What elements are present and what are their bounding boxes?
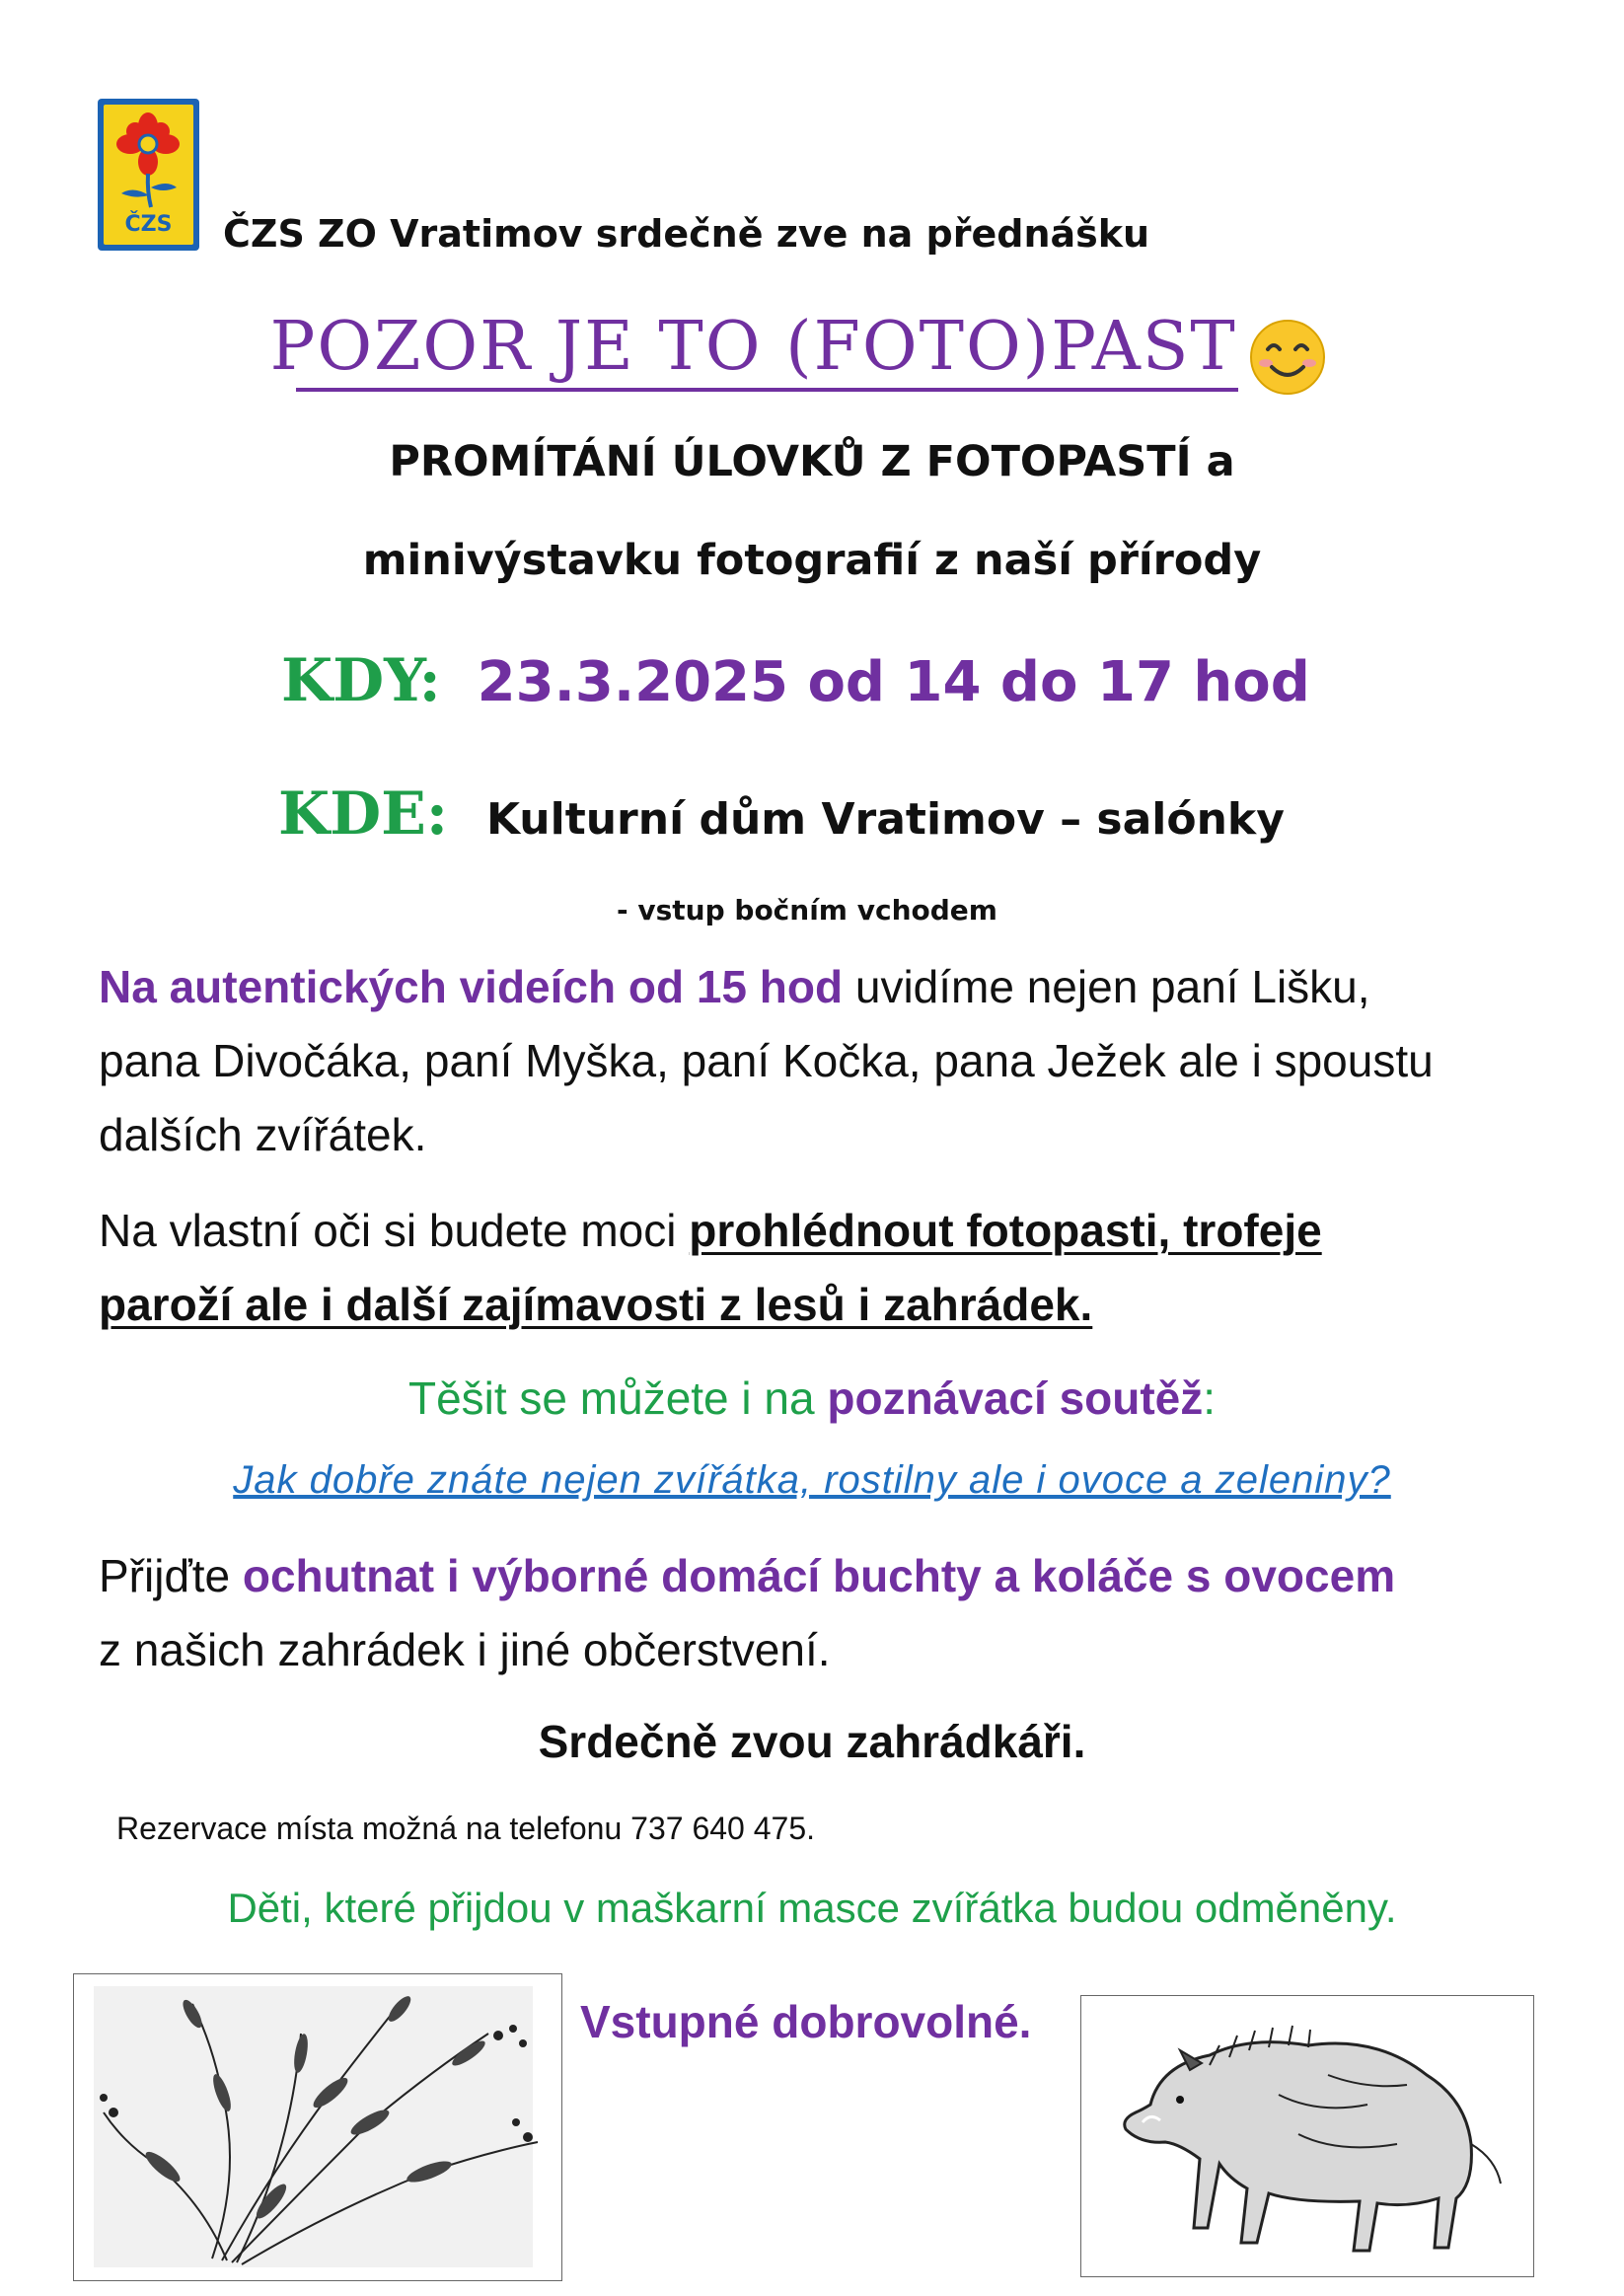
reservation-note: Rezervace místa možná na telefonu 737 640 475. — [116, 1811, 815, 1846]
subtitle-2: minivýstavku fotografií z naší přírody — [362, 536, 1262, 585]
trophies-underline-2: paroží ale i další zajímavosti z lesů i zahrádek. — [99, 1279, 1093, 1330]
czs-logo — [98, 99, 199, 251]
smiley-icon — [1248, 318, 1327, 397]
event-title-text: POZOR JE TO (FOTO)PAST — [269, 308, 1237, 386]
plant-bouquet-drawing — [74, 1974, 561, 2280]
paragraph-videos — [99, 950, 1559, 1172]
paragraph-trophies — [99, 1194, 1559, 1342]
logo-text: ČZS — [124, 212, 173, 237]
subtitle-1: PROMÍTÁNÍ ÚLOVKŮ Z FOTOPASTÍ a — [389, 437, 1235, 486]
admission: Vstupné dobrovolné. — [580, 1996, 1032, 2047]
trophies-text-1: Na vlastní oči si budete moci — [99, 1205, 690, 1256]
entrance-note: - vstup bočním vchodem — [617, 894, 997, 926]
when-label: KDY: — [281, 646, 441, 715]
contest-highlight: poznávací soutěž — [827, 1372, 1204, 1424]
paragraph-food — [99, 1539, 1559, 1687]
trophies-underline-1: prohlédnout fotopasti, trofeje — [689, 1205, 1322, 1256]
food-highlight: ochutnat i výborné domácí buchty a koláče s ovocem — [242, 1550, 1396, 1601]
event-title — [0, 308, 1624, 386]
invite-line: ČZS ZO Vratimov srdečně zve na přednášku — [223, 212, 1150, 256]
title-underline — [296, 388, 1238, 392]
where-row — [278, 779, 1285, 849]
where-value: Kulturní dům Vratimov – salónky — [485, 794, 1285, 845]
videos-text-1: uvidíme nejen paní Lišku, — [843, 961, 1370, 1012]
contest-question-row — [0, 1458, 1624, 1503]
when-value: 23.3.2025 od 14 do 17 hod — [477, 650, 1310, 714]
contest-question: Jak dobře znáte nejen zvířátka, rostilny ale i ovoce a zeleniny? — [233, 1458, 1391, 1502]
contest-colon: : — [1203, 1372, 1217, 1424]
kids-note: Děti, které přijdou v maškarní masce zvířátka budou odměněny. — [227, 1885, 1397, 1931]
videos-line-2: pana Divočáka, paní Myška, paní Kočka, pana Ježek ale i spoustu — [99, 1035, 1434, 1086]
where-label: KDE: — [278, 779, 449, 849]
wild-boar-drawing — [1081, 1996, 1533, 2276]
plant-image — [73, 1973, 562, 2281]
when-row — [281, 646, 1310, 715]
contest-text: Těšit se můžete i na — [407, 1372, 828, 1424]
food-line-2: z našich zahrádek i jiné občerstvení. — [99, 1624, 831, 1675]
signoff: Srdečně zvou zahrádkáři. — [538, 1716, 1086, 1767]
flower-icon — [104, 105, 193, 213]
videos-line-3: dalších zvířátek. — [99, 1109, 427, 1160]
food-text-1: Přijďte — [99, 1550, 243, 1601]
boar-image — [1080, 1995, 1534, 2277]
contest-line — [0, 1362, 1624, 1436]
videos-highlight: Na autentických videích od 15 hod — [99, 961, 844, 1012]
